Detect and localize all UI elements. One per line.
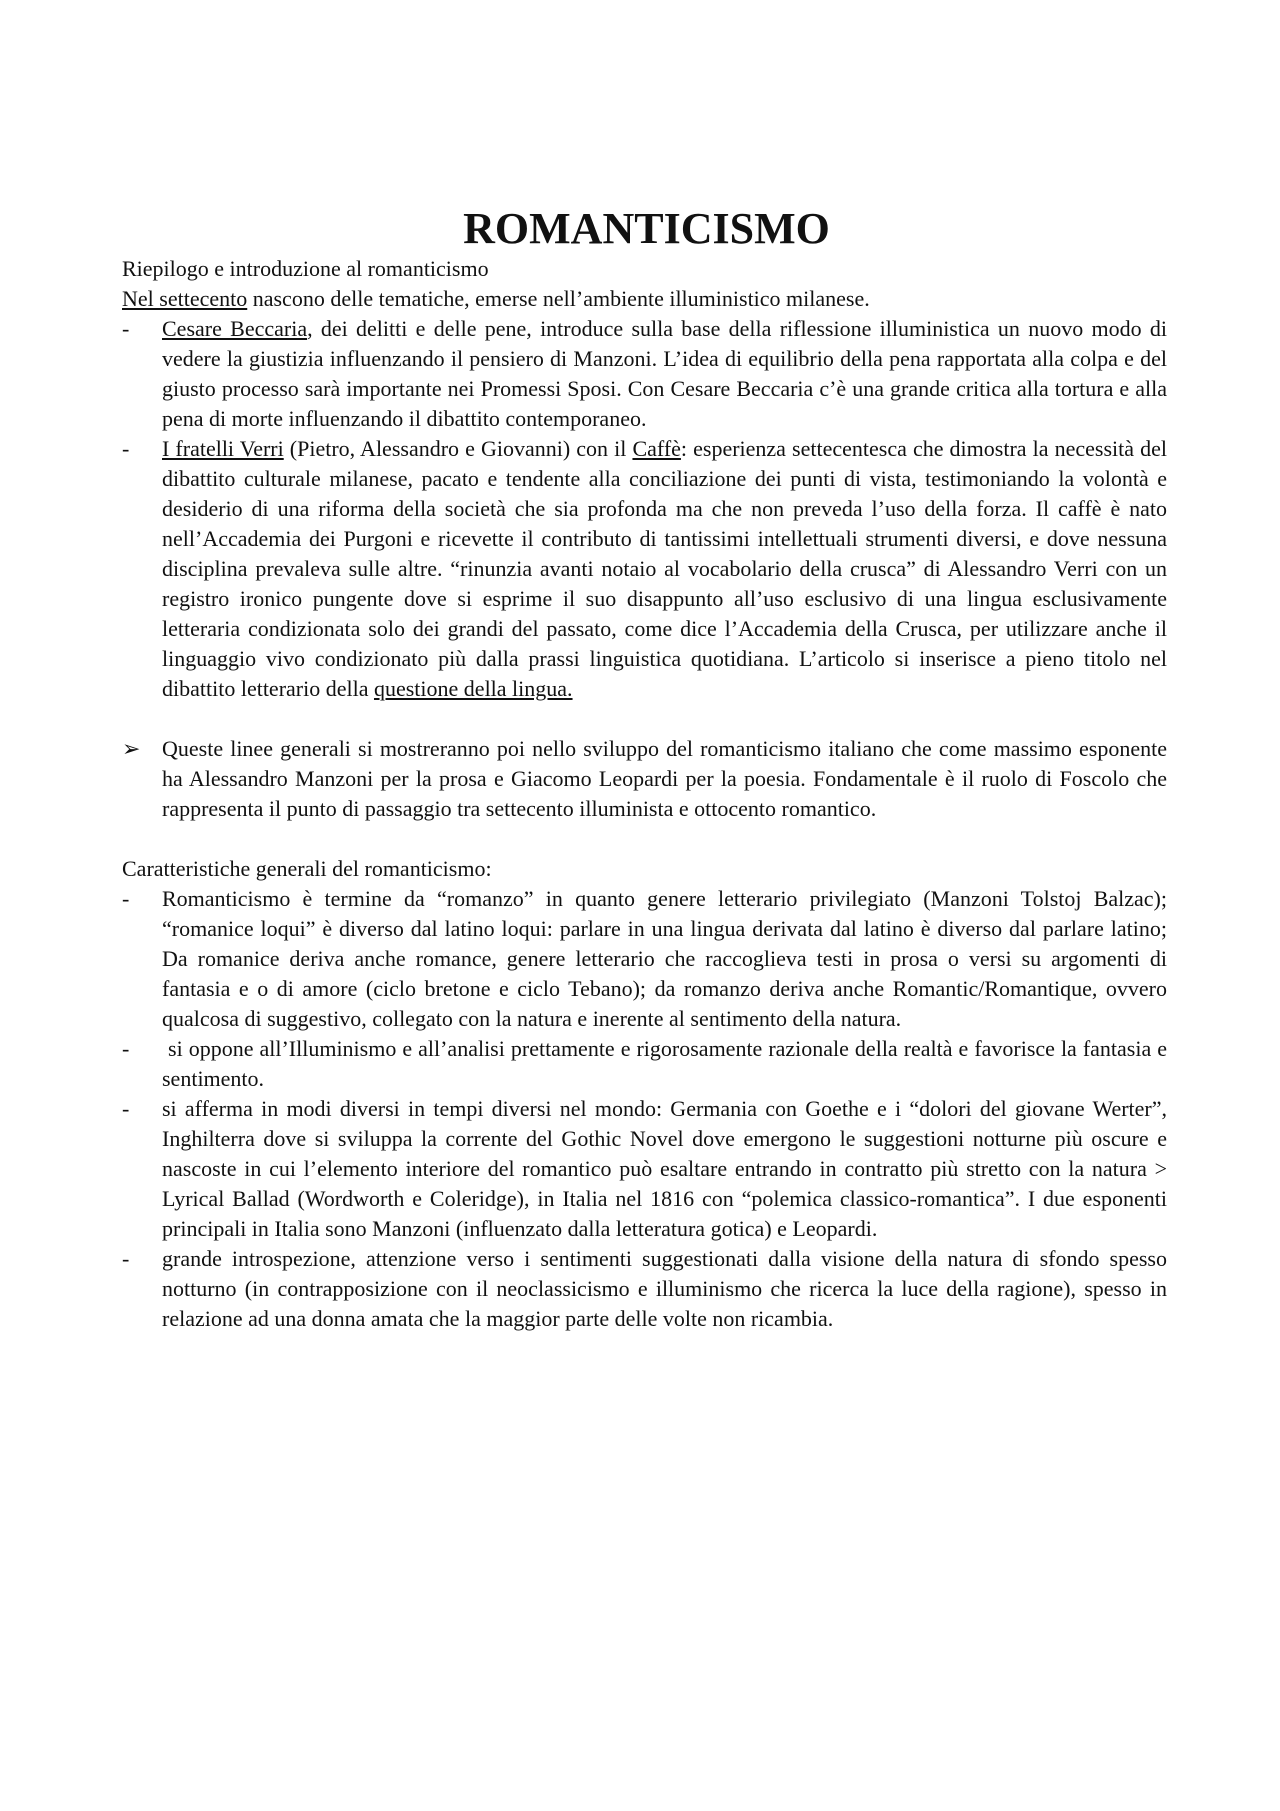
underlined-term: questione della lingua.	[373, 676, 573, 701]
arrow-bullet-icon: ➢	[122, 736, 141, 761]
list-item	[122, 1244, 1167, 1334]
section-heading: Caratteristiche generali del romanticismo:	[122, 856, 492, 881]
item-text: (Pietro, Alessandro e Giovanni) con il	[283, 436, 633, 461]
dash-bullet: -	[122, 436, 130, 461]
list-item	[122, 1034, 1173, 1094]
list-item	[122, 884, 1167, 1034]
list-item	[122, 434, 1167, 704]
item-text: , dei delitti e delle pene, introduce sulla base della riflessione illuministica un nuovo modo di vedere la giustizia influenzando il pensiero di Manzoni. L’idea di equilibrio della pena rapportata alla colpa e del giusto processo sarà importante nei Promessi Sposi. Con Cesare Beccaria c’è una grande critica alla tortura e alla pena di morte influenzando il dibattito contemporaneo.	[162, 316, 1167, 431]
item-text: Queste linee generali si mostreranno poi nello sviluppo del romanticismo italiano che come massimo esponente ha Alessandro Manzoni per la prosa e Giacomo Leopardi per la poesia. Fondamentale è il ruolo di Foscolo che rappresenta il punto di passaggio tra settecento illuminista e ottocento romantico.	[162, 736, 1167, 821]
underlined-term: I fratelli Verri	[162, 436, 284, 461]
subtitle: Riepilogo e introduzione al romanticismo	[122, 256, 489, 281]
item-text: si oppone all’Illuminismo e all’analisi prettamente e rigorosamente razionale della realtà e favorisce la fantasia e sentimento.	[162, 1036, 1173, 1091]
dash-bullet: -	[122, 1036, 130, 1061]
list-item	[122, 1094, 1167, 1244]
spacer	[122, 704, 1167, 734]
underlined-term: Nel settecento	[122, 286, 248, 311]
item-text: : esperienza settecentesca che dimostra la necessità del dibattito culturale milanese, pacato e tendente alla conciliazione dei punti di vista, testimoniando la volontà e desiderio di una riforma della società che sia profonda ma che non preveda l’uso della forza. Il caffè è nato nell’Accademia dei Purgoni e ricevette il contributo di tantissimi intellettuali strumenti diversi, e dove nessuna disciplina prevaleva sulle altre. “rinunzia avanti notaio al vocabolario della crusca” di Alessandro Verri con un registro ironico pungente dove si esprime il suo disappunto all’uso esclusivo di una lingua esclusivamente letteraria condizionata solo dei grandi del passato, come dice l’Accademia della Crusca, per utilizzare anche il linguaggio vivo condizionato più dalla prassi linguistica quotidiana. L’articolo si inserisce a pieno titolo nel dibattito letterario della	[162, 436, 1167, 701]
item-text: grande introspezione, attenzione verso i sentimenti suggestionati dalla visione della natura di sfondo spesso notturno (in contrapposizione con il neoclassicismo e illuminismo che ricerca la luce della ragione), spesso in relazione ad una donna amata che la maggior parte delle volte non ricambia.	[162, 1246, 1167, 1331]
spacer	[122, 824, 1167, 854]
item-text: si afferma in modi diversi in tempi diversi nel mondo: Germania con Goethe e i “dolori del giovane Werter”, Inghilterra dove si sviluppa la corrente del Gothic Novel dove emergono le suggestioni notturne più oscure e nascoste in cui l’elemento interiore del romantico può esaltare entrando in contratto più stretto con la natura > Lyrical Ballad (Wordworth e Coleridge), in Italia nel 1816 con “polemica classico-romantica”. I due esponenti principali in Italia sono Manzoni (influenzato dalla letteratura gotica) e Leopardi.	[162, 1096, 1167, 1241]
list-item	[122, 314, 1167, 434]
intro-text: nascono delle tematiche, emerse nell’ambiente illuministico milanese.	[247, 286, 870, 311]
intro-paragraph	[122, 284, 1167, 314]
dash-bullet: -	[122, 886, 130, 911]
document-page	[122, 204, 1173, 1334]
underlined-term: Cesare Beccaria	[162, 316, 308, 341]
dash-bullet: -	[122, 1096, 130, 1121]
underlined-term: Caffè	[632, 436, 681, 461]
item-text: Romanticismo è termine da “romanzo” in quanto genere letterario privilegiato (Manzoni Tolstoj Balzac); “romanice loqui” è diverso dal latino loqui: parlare in una lingua derivata dal latino è diverso dal parlare latino; Da romanice deriva anche romance, genere letterario che raccoglieva testi in prosa o versi su argomenti di fantasia e o di amore (ciclo bretone e ciclo Tebano); da romanzo deriva anche Romantic/Romantique, ovvero qualcosa di suggestivo, collegato con la natura e inerente al sentimento della natura.	[162, 886, 1167, 1031]
dash-bullet: -	[122, 1246, 130, 1271]
document-title: ROMANTICISMO	[463, 204, 830, 253]
arrow-list-item	[122, 734, 1167, 824]
dash-bullet: -	[122, 316, 130, 341]
